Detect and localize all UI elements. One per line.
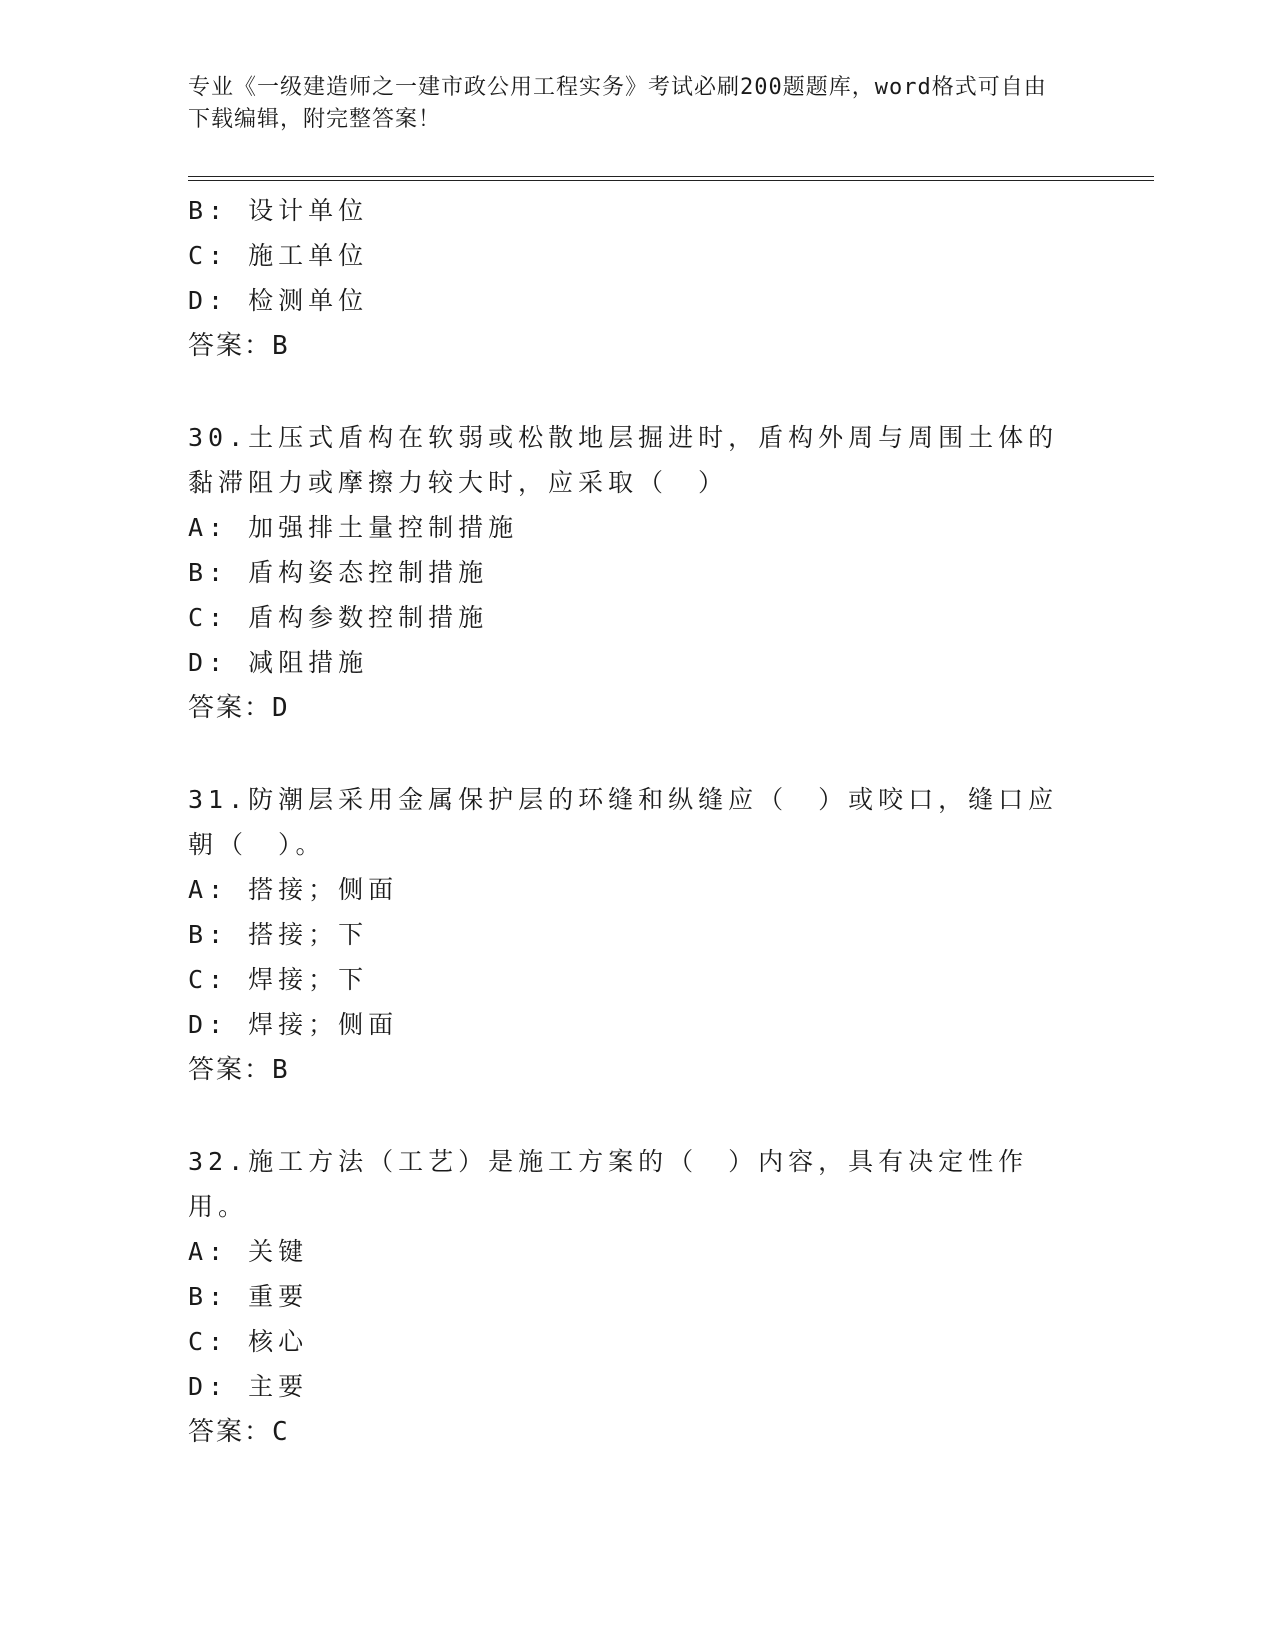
answer-line: 答案：B [188,331,290,361]
spacer [188,731,1088,777]
option-b: B: 重要 [188,1282,309,1311]
question-list [188,188,1088,1455]
option-c: C: 焊接；下 [188,965,369,994]
option-a: A: 搭接；侧面 [188,875,399,904]
spacer [188,1093,1088,1139]
question-block-32 [188,1139,1088,1455]
answer-line: 答案：D [188,693,290,723]
answer-line: 答案：C [188,1417,290,1447]
question-text: 31.防潮层采用金属保护层的环缝和纵缝应（ ）或咬口，缝口应朝（ ）。 [188,785,1059,859]
option-d: D: 主要 [188,1372,309,1401]
option-b: B: 设计单位 [188,196,369,225]
option-a: A: 关键 [188,1237,309,1266]
option-d: D: 焊接；侧面 [188,1010,399,1039]
option-c: C: 施工单位 [188,241,369,270]
option-c: C: 核心 [188,1327,309,1356]
option-c: C: 盾构参数控制措施 [188,603,489,632]
header-divider [188,176,1154,181]
question-block-30 [188,415,1088,731]
option-b: B: 盾构姿态控制措施 [188,558,489,587]
option-b: B: 搭接；下 [188,920,369,949]
question-block-partial [188,188,1088,369]
question-text: 30.土压式盾构在软弱或松散地层掘进时，盾构外周与周围土体的黏滞阻力或摩擦力较大时，应采取（ ） [188,423,1059,497]
option-d: D: 减阻措施 [188,648,369,677]
question-block-31 [188,777,1088,1093]
question-text: 32.施工方法（工艺）是施工方案的（ ）内容，具有决定性作用。 [188,1147,1029,1221]
answer-line: 答案：B [188,1055,290,1085]
document-header: 专业《一级建造师之一建市政公用工程实务》考试必刷200题题库，word格式可自由下载编辑，附完整答案！ [188,75,1047,132]
option-a: A: 加强排土量控制措施 [188,513,519,542]
spacer [188,369,1088,415]
option-d: D: 检测单位 [188,286,369,315]
